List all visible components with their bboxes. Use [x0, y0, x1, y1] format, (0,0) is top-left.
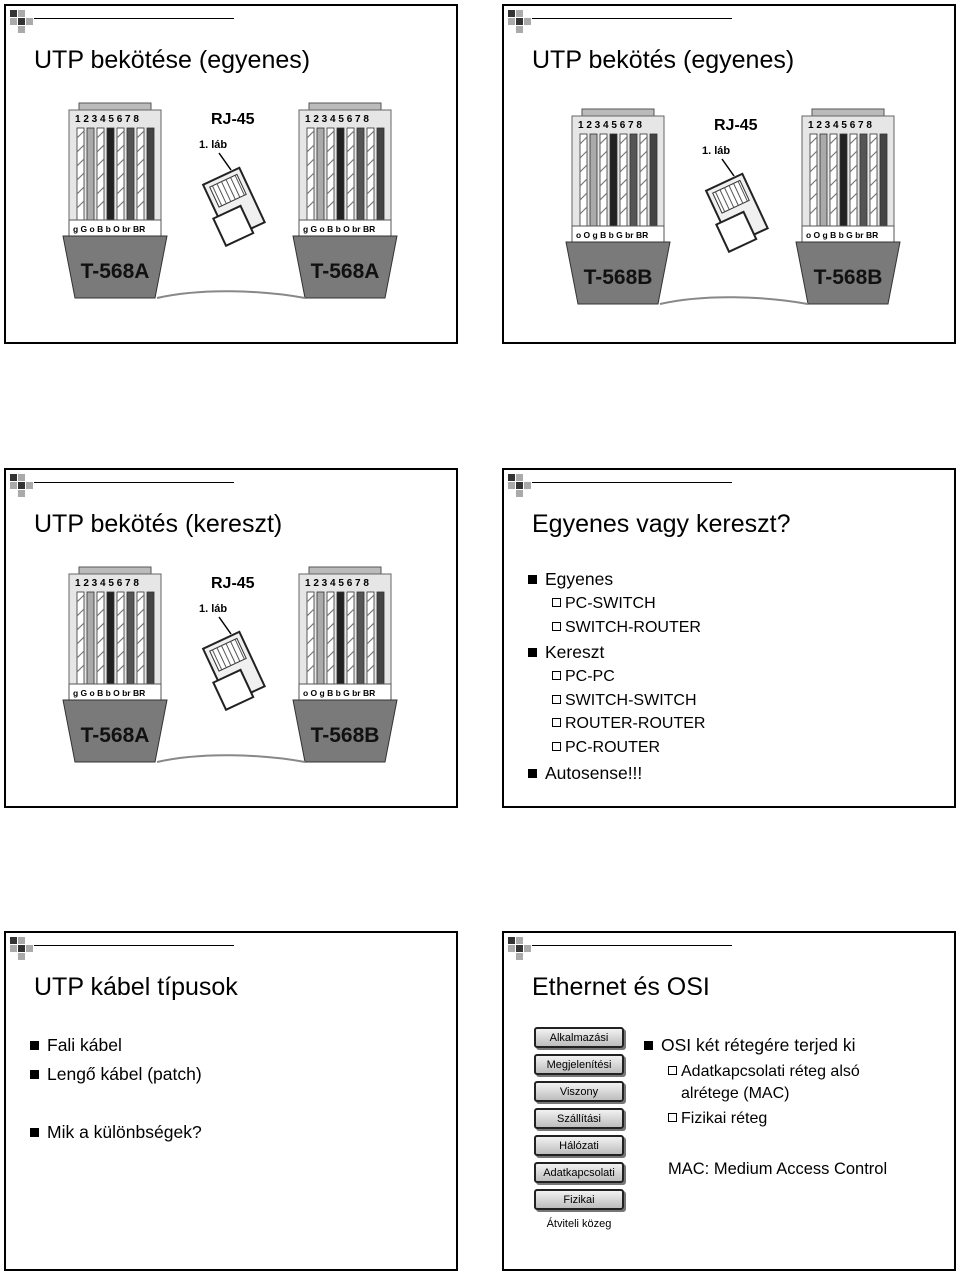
- hollow-square-icon: [552, 598, 561, 607]
- bullet-square-icon: [30, 1041, 39, 1050]
- sub-bullet: PC-PC: [552, 668, 615, 686]
- corner-decoration: [508, 10, 948, 32]
- slide-4: [502, 468, 956, 808]
- slide-3: [4, 468, 458, 808]
- svg-text:T-568B: T-568B: [813, 266, 883, 289]
- hollow-square-icon: [552, 742, 561, 751]
- mac-note: MAC: Medium Access Control: [668, 1160, 888, 1178]
- sub-bullet: Fizikai réteg: [668, 1110, 767, 1128]
- bullet-egyenes: Egyenes: [528, 569, 613, 590]
- svg-text:T-568B: T-568B: [310, 724, 380, 747]
- svg-text:T-568A: T-568A: [80, 724, 150, 747]
- hollow-square-icon: [552, 622, 561, 631]
- corner-decoration: [508, 474, 948, 496]
- left-plug: [566, 109, 670, 304]
- sub-bullet: ROUTER-ROUTER: [552, 715, 705, 733]
- svg-text:T-568A: T-568A: [80, 260, 150, 283]
- sub-bullet: PC-SWITCH: [552, 595, 656, 613]
- svg-text:g G o B b O br BR: g G o B b O br BR: [303, 224, 376, 234]
- rj45-label: RJ-45: [211, 111, 255, 128]
- svg-text:o O g B b G br BR: o O g B b G br BR: [303, 688, 376, 698]
- hollow-square-icon: [668, 1066, 677, 1075]
- corner-decoration: [10, 10, 450, 32]
- rj45-label: RJ-45: [714, 117, 758, 134]
- left-plug: [63, 567, 167, 762]
- pin-label: 1. láb: [702, 145, 731, 157]
- svg-text:o O g B b G br BR: o O g B b G br BR: [576, 230, 649, 240]
- slide-5: [4, 931, 458, 1271]
- bullet-square-icon: [528, 575, 537, 584]
- slide-title: UTP bekötés (egyenes): [532, 46, 795, 74]
- slide-title: Ethernet és OSI: [532, 973, 710, 1001]
- bullet-autosense: Autosense!!!: [528, 763, 642, 784]
- sub-bullet: Adatkapcsolati réteg alsó: [668, 1063, 860, 1081]
- rj45-wiring-diagram: [61, 562, 411, 777]
- osi-layer: Hálózati: [534, 1135, 624, 1156]
- slide-title: UTP bekötése (egyenes): [34, 46, 311, 74]
- slide-2: [502, 4, 956, 344]
- svg-text:T-568A: T-568A: [310, 260, 380, 283]
- hollow-square-icon: [668, 1113, 677, 1122]
- rj45-label: RJ-45: [211, 575, 255, 592]
- left-plug: [63, 103, 167, 298]
- bullet-osi: OSI két rétegére terjed ki: [644, 1035, 856, 1056]
- hollow-square-icon: [552, 718, 561, 727]
- svg-text:o O g B b G br BR: o O g B b G br BR: [806, 230, 879, 240]
- rj45-connector-icon: [199, 632, 267, 710]
- osi-layer-stack: [528, 1025, 632, 1235]
- osi-layer: Viszony: [534, 1081, 624, 1102]
- sub-bullet-continuation: alrétege (MAC): [681, 1085, 790, 1102]
- rj45-connector-icon: [702, 174, 770, 252]
- svg-text:1 2 3 4 5 6 7 8: 1 2 3 4 5 6 7 8: [75, 114, 139, 125]
- osi-layer: Fizikai: [534, 1189, 624, 1210]
- osi-layer: Szállítási: [534, 1108, 624, 1129]
- osi-layer: Megjelenítési: [534, 1054, 624, 1075]
- svg-text:1 2 3 4 5 6 7 8: 1 2 3 4 5 6 7 8: [578, 120, 642, 131]
- bullet-square-icon: [528, 769, 537, 778]
- sub-bullet: SWITCH-SWITCH: [552, 692, 697, 710]
- bullet-square-icon: [30, 1070, 39, 1079]
- bullet-fali-kabel: Fali kábel: [30, 1035, 122, 1056]
- osi-layer: Alkalmazási: [534, 1027, 624, 1048]
- corner-decoration: [508, 937, 948, 959]
- svg-text:T-568B: T-568B: [583, 266, 653, 289]
- hollow-square-icon: [552, 671, 561, 680]
- osi-layer: Adatkapcsolati: [534, 1162, 624, 1183]
- svg-text:1 2 3 4 5 6 7 8: 1 2 3 4 5 6 7 8: [75, 578, 139, 589]
- slide-6: [502, 931, 956, 1271]
- rj45-wiring-diagram: [61, 98, 411, 313]
- bullet-lengo-kabel: Lengő kábel (patch): [30, 1064, 202, 1085]
- right-plug: [293, 103, 397, 298]
- svg-text:1 2 3 4 5 6 7 8: 1 2 3 4 5 6 7 8: [305, 114, 369, 125]
- svg-text:1 2 3 4 5 6 7 8: 1 2 3 4 5 6 7 8: [808, 120, 872, 131]
- bullet-square-icon: [528, 648, 537, 657]
- slide-title: UTP kábel típusok: [34, 973, 238, 1001]
- svg-text:g G o B b O br BR: g G o B b O br BR: [73, 224, 146, 234]
- bullet-square-icon: [30, 1128, 39, 1137]
- bullet-square-icon: [644, 1041, 653, 1050]
- pin-label: 1. láb: [199, 139, 228, 151]
- svg-text:g G o B b O br BR: g G o B b O br BR: [73, 688, 146, 698]
- svg-text:1 2 3 4 5 6 7 8: 1 2 3 4 5 6 7 8: [305, 578, 369, 589]
- sub-bullet: PC-ROUTER: [552, 739, 660, 757]
- right-plug: [796, 109, 900, 304]
- bullet-kereszt: Kereszt: [528, 642, 604, 663]
- corner-decoration: [10, 474, 450, 496]
- osi-medium-label: Átviteli közeg: [546, 1218, 612, 1230]
- slide-1: [4, 4, 458, 344]
- pin-label: 1. láb: [199, 603, 228, 615]
- bullet-kulonbsegek: Mik a különbségek?: [30, 1122, 202, 1143]
- rj45-wiring-diagram: [564, 104, 914, 319]
- sub-bullet: SWITCH-ROUTER: [552, 619, 701, 637]
- rj45-connector-icon: [199, 168, 267, 246]
- hollow-square-icon: [552, 695, 561, 704]
- slide-title: Egyenes vagy kereszt?: [532, 510, 791, 538]
- slide-title: UTP bekötés (kereszt): [34, 510, 283, 538]
- right-plug: [293, 567, 397, 762]
- corner-decoration: [10, 937, 450, 959]
